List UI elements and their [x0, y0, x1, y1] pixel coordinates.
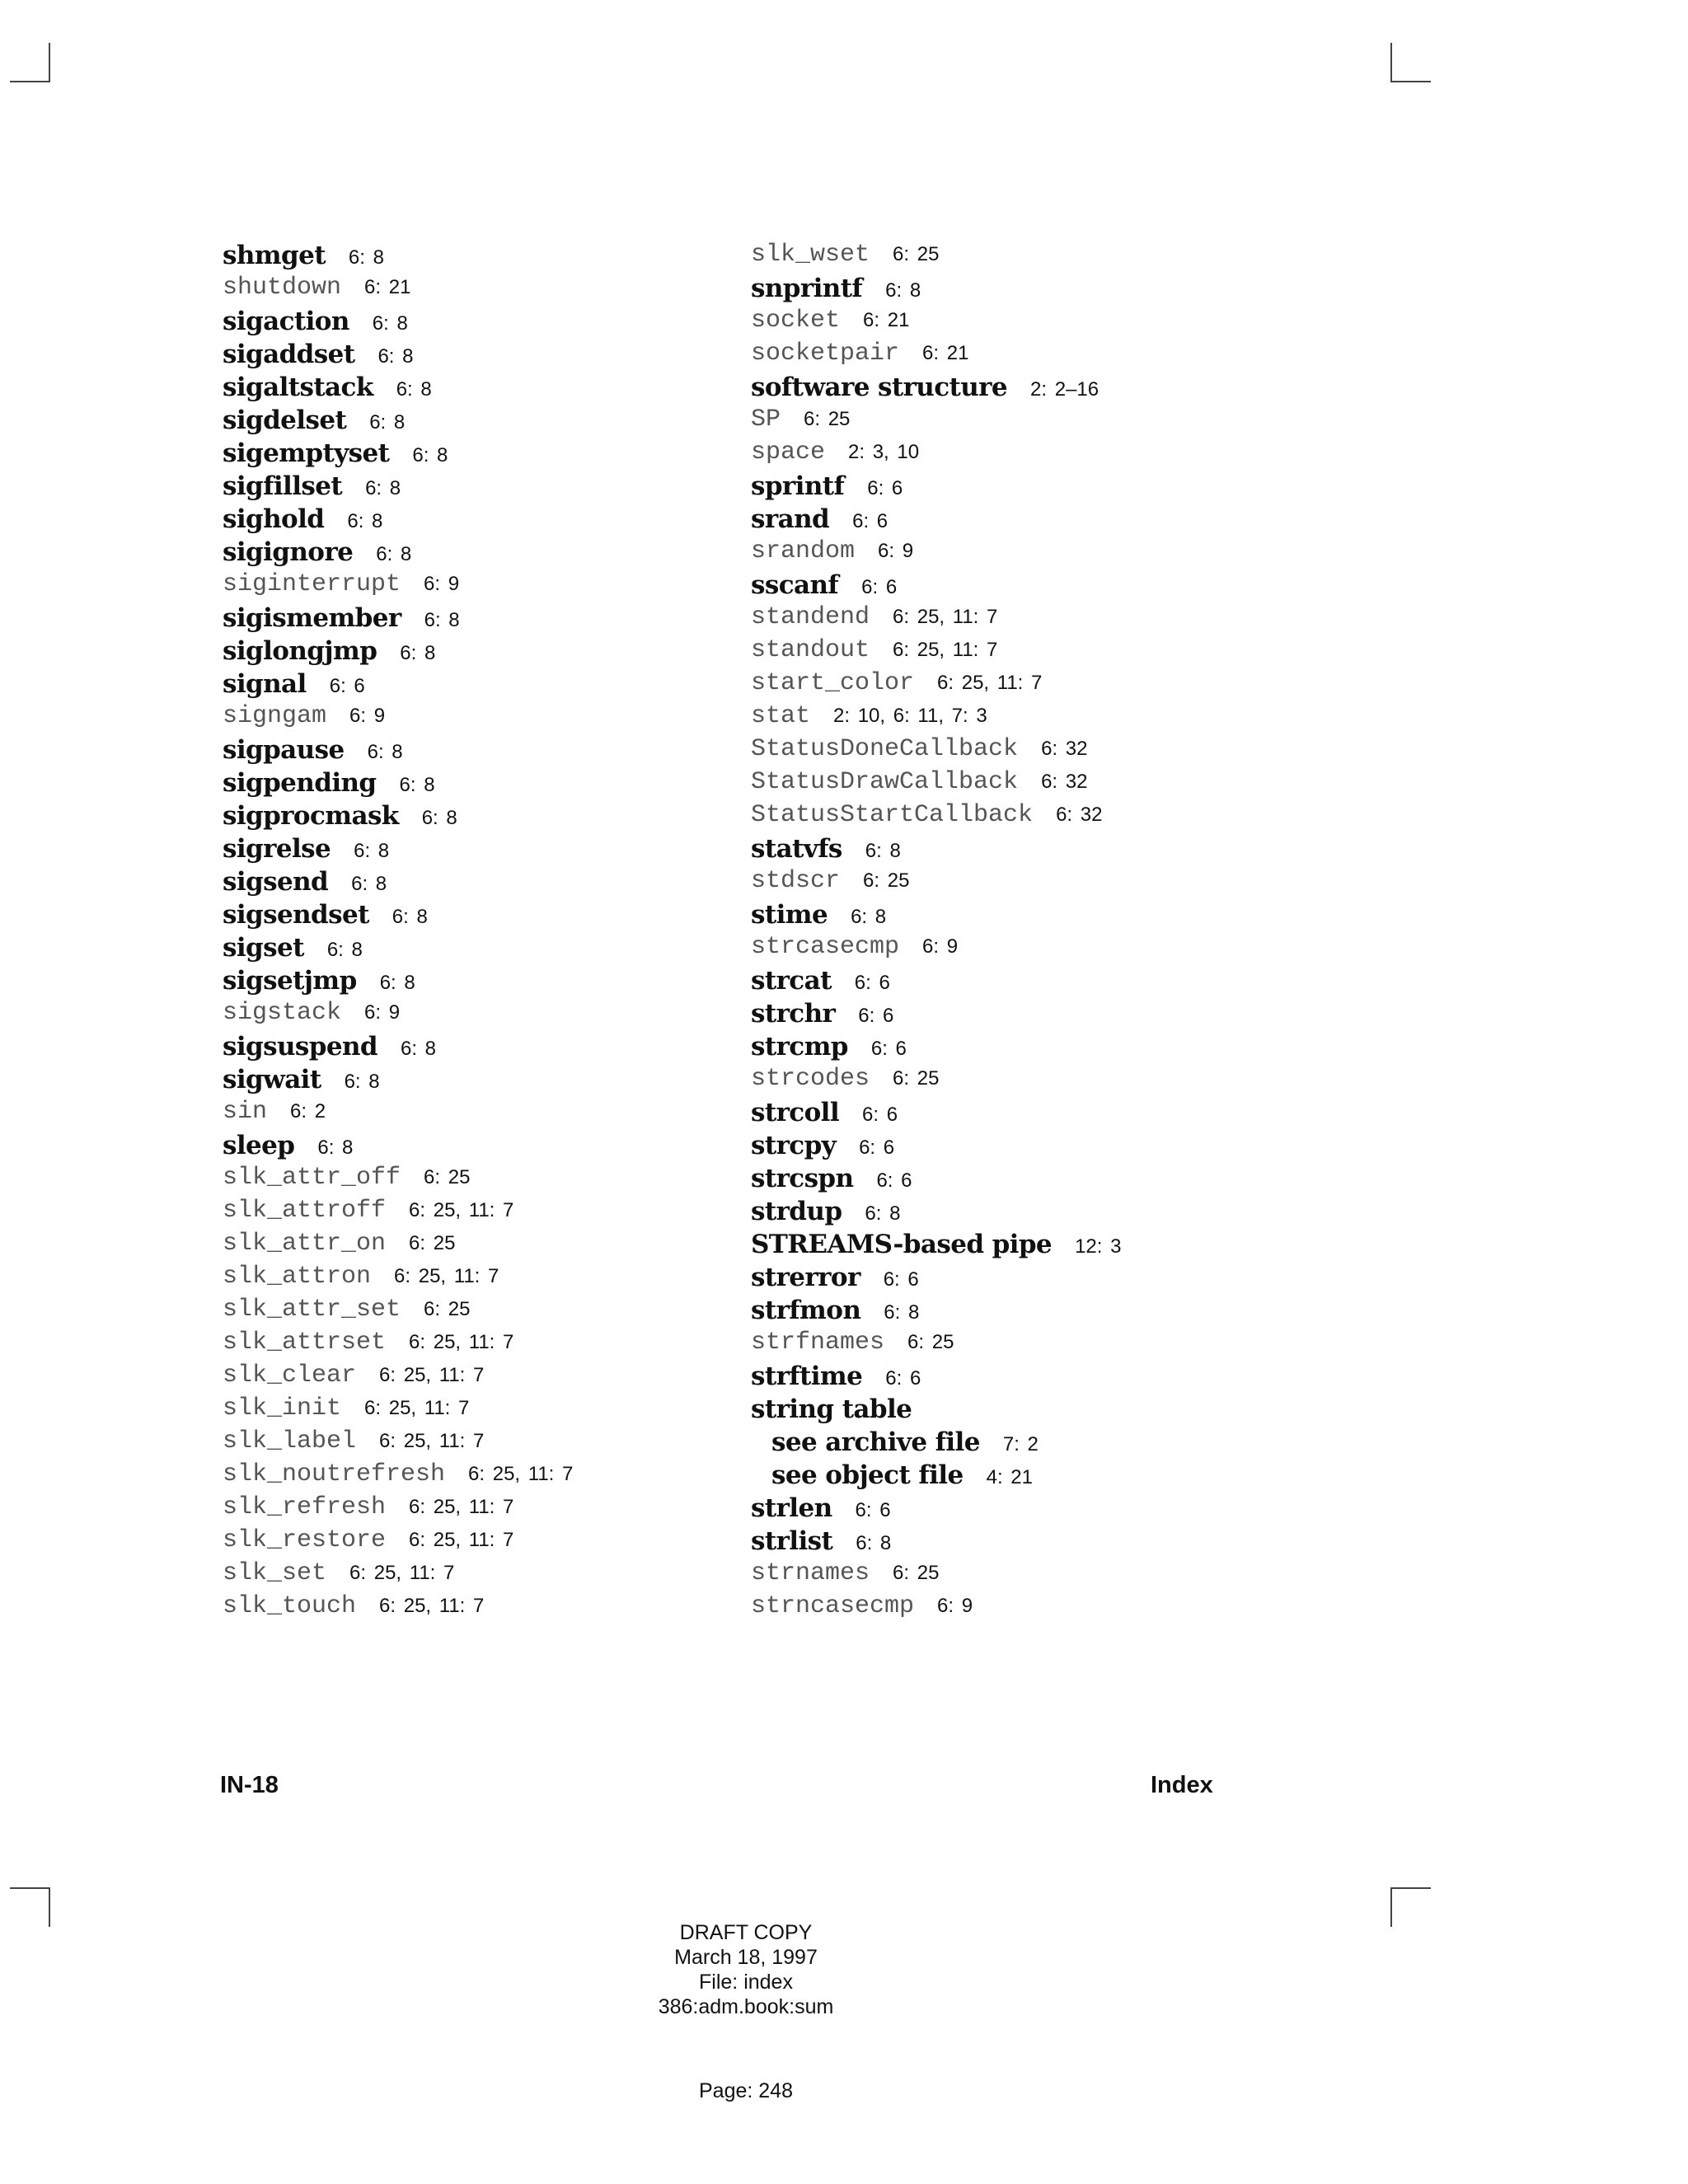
index-entry: [223, 570, 734, 603]
page-references: 6: 8: [379, 972, 415, 994]
index-entry: [751, 373, 1377, 405]
page-references: 6: 25: [893, 243, 940, 265]
index-entry: [223, 1559, 734, 1592]
page-references: 6: 25, 11: 7: [409, 1199, 514, 1221]
page-references: 6: 8: [396, 378, 432, 401]
index-term: sigemptyset: [223, 438, 390, 468]
index-term: sigprocmask: [223, 801, 399, 831]
page-references: 6: 25: [893, 1562, 940, 1584]
index-term: StatusDoneCallback: [751, 735, 1019, 763]
index-term: sigset: [223, 933, 304, 963]
page-references: 6: 6: [854, 972, 890, 994]
index-entry: [223, 438, 734, 471]
index-term: slk_attr_set: [223, 1296, 401, 1324]
index-term: slk_clear: [223, 1361, 357, 1390]
index-term: slk_set: [223, 1559, 327, 1587]
index-entry: [223, 768, 734, 801]
index-entry: [751, 274, 1377, 307]
page-references: 6: 8: [412, 444, 448, 466]
draft-date-line: March 18, 1997: [674, 1946, 818, 1969]
index-entry: [751, 999, 1377, 1032]
index-term: srandom: [751, 537, 856, 565]
index-entry: [751, 834, 1377, 867]
index-entry: [751, 1230, 1377, 1263]
page-references: 6: 8: [865, 840, 901, 862]
index-entry: [223, 307, 734, 340]
index-entry: [223, 340, 734, 373]
index-term: siginterrupt: [223, 570, 401, 598]
index-entry: [751, 1427, 1377, 1460]
index-entry: [751, 933, 1377, 966]
index-column-right: [751, 241, 1377, 1625]
page-references: 6: 32: [1056, 804, 1103, 826]
page-references: 6: 25: [409, 1232, 456, 1254]
index-entry: [751, 307, 1377, 340]
page-references: 6: 25, 11: 7: [409, 1331, 514, 1353]
page-references: 6: 25, 11: 7: [893, 639, 998, 661]
index-entry: [223, 1361, 734, 1394]
crop-mark-top-left-h: [10, 81, 50, 82]
index-entry: [223, 1032, 734, 1065]
index-entry: [223, 1329, 734, 1361]
page-references: 6: 8: [392, 906, 428, 928]
page-references: 6: 21: [364, 276, 411, 298]
index-term: slk_touch: [223, 1592, 357, 1620]
index-entry: [223, 735, 734, 768]
page-references: 6: 9: [349, 705, 386, 727]
index-entry: [223, 1592, 734, 1625]
index-entry: [751, 570, 1377, 603]
index-term: standend: [751, 603, 870, 631]
index-entry: [223, 537, 734, 570]
index-entry: [223, 636, 734, 669]
page-label: IN-18: [220, 1772, 279, 1798]
page-references: 6: 8: [377, 345, 414, 368]
page-references: 6: 25, 11: 7: [379, 1430, 485, 1452]
page-references: 6: 8: [856, 1532, 892, 1554]
index-term: strfmon: [751, 1296, 861, 1325]
page-references: 6: 25: [424, 1298, 471, 1320]
index-term: sigsend: [223, 867, 329, 897]
index-entry: [223, 801, 734, 834]
page-references: 6: 6: [855, 1499, 891, 1521]
page-references: 6: 8: [424, 609, 460, 631]
page-references: 6: 6: [859, 1137, 895, 1159]
index-entry: [751, 1329, 1377, 1361]
page-references: 6: 32: [1041, 738, 1088, 760]
page-references: 6: 25: [863, 869, 910, 892]
index-term: sigdelset: [223, 405, 347, 435]
page-references: 6: 25, 11: 7: [379, 1364, 485, 1386]
page-references: 6: 9: [364, 1001, 401, 1024]
index-entry: [223, 1197, 734, 1230]
index-term: see object file: [771, 1460, 964, 1490]
page-references: 6: 25, 11: 7: [468, 1463, 574, 1485]
section-title: Index: [1151, 1772, 1213, 1798]
index-entry: [751, 1065, 1377, 1098]
page-references: 6: 8: [326, 939, 363, 961]
index-entry: [223, 1460, 734, 1493]
index-entry: [223, 966, 734, 999]
index-term: space: [751, 438, 826, 466]
page-references: 6: 8: [344, 1071, 380, 1093]
page-references: 6: 8: [317, 1137, 354, 1159]
index-term: strchr: [751, 999, 836, 1029]
index-term: stat: [751, 702, 811, 730]
index-term: sigpause: [223, 735, 345, 765]
index-entry: [751, 1032, 1377, 1065]
index-entry: [751, 1197, 1377, 1230]
page-references: 6: 8: [865, 1202, 901, 1225]
index-entry: [751, 1526, 1377, 1559]
crop-mark-top-right-v: [1390, 43, 1392, 82]
page-references: 6: 8: [348, 246, 384, 269]
index-entry: [751, 1164, 1377, 1197]
page-references: 6: 25: [804, 408, 851, 430]
index-entry: [223, 471, 734, 504]
index-entry: [751, 735, 1377, 768]
page-references: 6: 25, 11: 7: [394, 1265, 499, 1287]
page-references: 6: 6: [862, 1104, 898, 1126]
index-term: see archive file: [771, 1427, 980, 1457]
index-term: slk_attron: [223, 1263, 372, 1291]
page-references: 6: 8: [400, 642, 436, 664]
index-term: srand: [751, 504, 830, 534]
index-entry: [751, 702, 1377, 735]
page-references: 6: 25, 11: 7: [379, 1595, 485, 1617]
page-references: 6: 6: [867, 477, 903, 499]
index-entry: [223, 999, 734, 1032]
index-entry: [223, 1098, 734, 1131]
page-references: 2: 10, 6: 11, 7: 3: [833, 705, 987, 727]
page-references: 6: 32: [1041, 771, 1088, 793]
index-entry: [751, 1592, 1377, 1625]
index-entry: [223, 1065, 734, 1098]
index-entry: [751, 438, 1377, 471]
index-term: signgam: [223, 702, 327, 730]
index-entry: [751, 1460, 1377, 1493]
page-references: 6: 2: [290, 1100, 326, 1122]
index-entry: [751, 471, 1377, 504]
page-references: 6: 8: [367, 741, 403, 763]
index-entry: [751, 405, 1377, 438]
index-entry: [751, 241, 1377, 274]
page-references: 6: 6: [861, 576, 898, 598]
index-term: strcpy: [751, 1131, 837, 1160]
page-references: 6: 8: [351, 873, 387, 895]
index-term: sigfillset: [223, 471, 343, 501]
crop-mark-bottom-left-h: [10, 1887, 50, 1889]
index-term: slk_wset: [751, 241, 870, 269]
index-term: strcoll: [751, 1098, 840, 1127]
page-number: Page: 248: [699, 2079, 793, 2102]
index-term: strcspn: [751, 1164, 854, 1193]
page-references: 6: 8: [421, 807, 457, 829]
index-entry: [223, 1263, 734, 1296]
index-entry: [751, 1098, 1377, 1131]
page-references: 6: 8: [369, 411, 406, 434]
page-references: 6: 8: [365, 477, 401, 499]
index-entry: [751, 603, 1377, 636]
index-term: start_color: [751, 669, 915, 697]
index-term: SP: [751, 405, 781, 434]
index-entry: [751, 966, 1377, 999]
draft-file-line: File: index: [699, 1971, 793, 1994]
index-entry: [751, 1361, 1377, 1394]
index-entry: [751, 900, 1377, 933]
page-references: 6: 25: [907, 1331, 954, 1353]
index-entry: [223, 241, 734, 274]
index-column-left: [223, 241, 734, 1625]
page-references: 6: 21: [863, 309, 910, 331]
index-term: socket: [751, 307, 841, 335]
page-references: 6: 21: [922, 342, 969, 364]
draft-notice: [0, 1920, 1492, 2019]
crop-mark-bottom-right-h: [1390, 1887, 1431, 1889]
index-term: STREAMS-based pipe: [751, 1230, 1053, 1259]
index-term: strlen: [751, 1493, 832, 1523]
page-references: 2: 2–16: [1030, 378, 1100, 401]
index-term: signal: [223, 669, 307, 699]
index-entry: [223, 702, 734, 735]
index-term: sigaltstack: [223, 373, 373, 402]
index-term: strerror: [751, 1263, 860, 1292]
page-references: 7: 2: [1002, 1433, 1039, 1455]
index-term: siglongjmp: [223, 636, 377, 666]
index-term: slk_attrset: [223, 1329, 387, 1357]
page-references: 6: 9: [922, 935, 959, 958]
index-term: sigaction: [223, 307, 349, 336]
index-term: strnames: [751, 1559, 870, 1587]
index-term: strcmp: [751, 1032, 848, 1062]
page-references: 6: 6: [852, 510, 889, 532]
page-references: 6: 6: [858, 1005, 894, 1027]
index-entry: [751, 636, 1377, 669]
page-references: 6: 8: [376, 543, 412, 565]
index-term: sigsetjmp: [223, 966, 357, 996]
index-term: sigsendset: [223, 900, 369, 930]
crop-mark-top-left-v: [49, 43, 50, 82]
page-references: 6: 8: [851, 906, 887, 928]
page-references: 6: 6: [329, 675, 365, 697]
index-entry: [751, 1296, 1377, 1329]
draft-copy-line: DRAFT COPY: [679, 1921, 813, 1944]
index-term: shmget: [223, 241, 326, 270]
page-references: 6: 25: [893, 1067, 940, 1090]
index-entry: [751, 340, 1377, 373]
page-references: 6: 8: [885, 279, 921, 302]
index-term: strcasecmp: [751, 933, 900, 961]
page-references: 6: 25, 11: 7: [409, 1529, 514, 1551]
index-entry: [751, 1394, 1377, 1427]
crop-mark-top-right-h: [1390, 81, 1431, 82]
index-term: strcat: [751, 966, 832, 996]
index-entry: [223, 867, 734, 900]
index-entry: [223, 933, 734, 966]
page-references: 6: 8: [400, 1038, 436, 1060]
index-entry: [751, 1559, 1377, 1592]
page-references: 6: 25, 11: 7: [937, 672, 1043, 694]
index-term: sscanf: [751, 570, 839, 600]
page-references: 2: 3, 10: [848, 441, 920, 463]
index-entry: [223, 373, 734, 405]
index-term: sigismember: [223, 603, 401, 633]
index-term: standout: [751, 636, 870, 664]
page-references: 6: 6: [883, 1268, 919, 1291]
index-term: sprintf: [751, 471, 845, 501]
index-term: shutdown: [223, 274, 342, 302]
index-term: sigstack: [223, 999, 342, 1027]
index-entry: [223, 1230, 734, 1263]
index-entry: [223, 274, 734, 307]
index-term: slk_attr_off: [223, 1164, 401, 1192]
page-references: 6: 9: [937, 1595, 973, 1617]
index-entry: [223, 900, 734, 933]
index-entry: [751, 801, 1377, 834]
index-entry: [223, 603, 734, 636]
page-references: 6: 25, 11: 7: [409, 1496, 514, 1518]
index-term: stdscr: [751, 867, 841, 895]
index-entry: [223, 1526, 734, 1559]
page-references: 6: 8: [372, 312, 408, 335]
page-references: 6: 25, 11: 7: [893, 606, 998, 628]
index-entry: [223, 669, 734, 702]
index-term: sigignore: [223, 537, 354, 567]
page-references: 6: 8: [347, 510, 383, 532]
index-term: strdup: [751, 1197, 842, 1226]
index-entry: [751, 1493, 1377, 1526]
index-entry: [751, 1131, 1377, 1164]
index-term: sin: [223, 1098, 268, 1126]
index-term: strcodes: [751, 1065, 870, 1093]
index-term: strlist: [751, 1526, 833, 1556]
index-entry: [751, 867, 1377, 900]
page-references: 6: 25: [424, 1166, 471, 1188]
index-term: StatusDrawCallback: [751, 768, 1019, 796]
page-references: 6: 9: [424, 573, 460, 595]
index-term: strncasecmp: [751, 1592, 915, 1620]
index-term: socketpair: [751, 340, 900, 368]
index-term: sigpending: [223, 768, 377, 798]
index-entry: [223, 1164, 734, 1197]
index-entry: [751, 1263, 1377, 1296]
index-term: sigrelse: [223, 834, 331, 864]
index-entry: [751, 504, 1377, 537]
index-term: slk_refresh: [223, 1493, 387, 1521]
index-entry: [223, 1493, 734, 1526]
index-entry: [223, 504, 734, 537]
index-term: sigwait: [223, 1065, 321, 1094]
index-entry: [223, 1131, 734, 1164]
index-term: statvfs: [751, 834, 842, 864]
index-term: stime: [751, 900, 828, 930]
index-term: sigaddset: [223, 340, 355, 369]
index-entry: [751, 537, 1377, 570]
page-references: 6: 8: [884, 1301, 920, 1324]
index-term: string table: [751, 1394, 912, 1424]
page-references: 6: 9: [878, 540, 914, 562]
page-references: 12: 3: [1075, 1235, 1122, 1258]
index-term: slk_attr_on: [223, 1230, 387, 1258]
index-term: strfnames: [751, 1329, 885, 1357]
index-entry: [223, 1427, 734, 1460]
page-references: 6: 6: [876, 1169, 912, 1192]
index-term: StatusStartCallback: [751, 801, 1034, 829]
index-term: slk_noutrefresh: [223, 1460, 446, 1488]
index-term: sigsuspend: [223, 1032, 377, 1062]
index-term: sighold: [223, 504, 325, 534]
index-term: slk_restore: [223, 1526, 387, 1554]
page-references: 6: 6: [885, 1367, 921, 1390]
page-references: 4: 21: [986, 1466, 1033, 1488]
page-references: 6: 25, 11: 7: [364, 1397, 470, 1419]
index-term: strftime: [751, 1361, 863, 1391]
index-entry: [223, 834, 734, 867]
index-term: slk_attroff: [223, 1197, 387, 1225]
index-entry: [223, 405, 734, 438]
index-term: software structure: [751, 373, 1008, 402]
draft-book-line: 386:adm.book:sum: [658, 1995, 834, 2018]
index-term: snprintf: [751, 274, 863, 303]
index-term: sleep: [223, 1131, 295, 1160]
index-entry: [751, 768, 1377, 801]
index-term: slk_label: [223, 1427, 357, 1455]
page-references: 6: 8: [354, 840, 390, 862]
page-references: 6: 25, 11: 7: [349, 1562, 455, 1584]
index-entry: [223, 1296, 734, 1329]
page-references: 6: 8: [399, 774, 435, 796]
page-references: 6: 6: [870, 1038, 907, 1060]
index-term: slk_init: [223, 1394, 342, 1422]
index-entry: [751, 669, 1377, 702]
index-entry: [223, 1394, 734, 1427]
